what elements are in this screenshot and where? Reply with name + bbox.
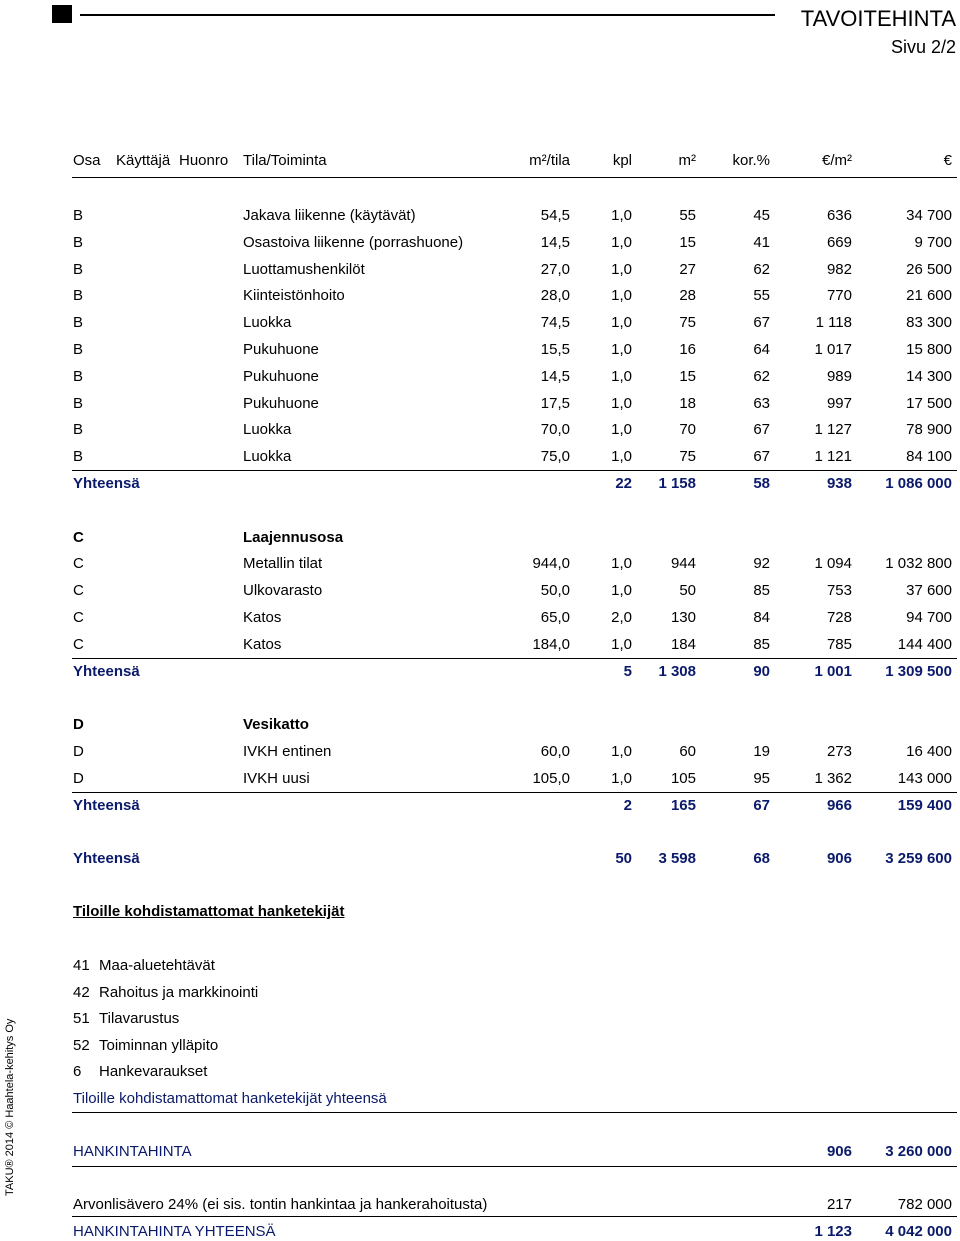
table-cell: 85 <box>753 582 770 599</box>
table-cell: 15,5 <box>540 341 570 358</box>
col-kor: kor.% <box>732 152 770 169</box>
table-cell: 1 121 <box>814 448 852 465</box>
table-cell: 50,0 <box>540 582 570 599</box>
hankintahinta-per-m2: 906 <box>826 1143 852 1160</box>
group-total-cell: 966 <box>826 797 852 814</box>
group-total-cell: 159 400 <box>897 797 952 814</box>
hankintahinta-rule <box>72 1166 957 1167</box>
group-heading-title: Vesikatto <box>243 716 309 733</box>
table-cell: 669 <box>826 234 852 251</box>
table-cell: B <box>73 261 84 278</box>
group-total-cell: 1 309 500 <box>885 663 952 680</box>
table-cell: 60 <box>679 743 696 760</box>
unallocated-title: Tiloille kohdistamattomat hanketekijät <box>73 903 345 920</box>
table-cell: 45 <box>753 207 770 224</box>
group-heading-code: C <box>73 529 84 546</box>
table-cell: 989 <box>826 368 852 385</box>
table-cell: 728 <box>826 609 852 626</box>
unallocated-rule <box>72 1112 957 1113</box>
table-cell: 83 300 <box>906 314 952 331</box>
unallocated-item-code: 52 <box>73 1037 90 1054</box>
table-cell: Metallin tilat <box>243 555 323 572</box>
table-cell: D <box>73 743 84 760</box>
table-cell: 14,5 <box>540 234 570 251</box>
table-cell: 1 032 800 <box>885 555 952 572</box>
table-cell: Pukuhuone <box>243 341 319 358</box>
table-cell: 50 <box>679 582 696 599</box>
table-cell: 753 <box>826 582 852 599</box>
group-total-cell: Yhteensä <box>73 663 140 680</box>
table-cell: Ulkovarasto <box>243 582 323 599</box>
table-cell: 1 118 <box>815 314 852 331</box>
table-cell: B <box>73 234 84 251</box>
group-total-cell: 938 <box>826 475 852 492</box>
grand-total-cell: 50 <box>615 850 632 867</box>
unallocated-item-label: Hankevaraukset <box>99 1063 208 1080</box>
col-eur: € <box>943 152 952 169</box>
copyright-side-text: TAKU® 2014 © Haahtela-kehitys Oy <box>4 1018 16 1196</box>
table-cell: 26 500 <box>906 261 952 278</box>
table-cell: 944 <box>670 555 696 572</box>
group-total-cell: 1 086 000 <box>885 475 952 492</box>
table-cell: 41 <box>753 234 770 251</box>
table-cell: 130 <box>670 609 696 626</box>
table-cell: 67 <box>753 448 770 465</box>
group-total-cell: Yhteensä <box>73 797 140 814</box>
group-total-cell: 67 <box>753 797 770 814</box>
unallocated-total-label: Tiloille kohdistamattomat hanketekijät yhteensä <box>73 1090 387 1107</box>
group-heading-title: Laajennusosa <box>243 529 344 546</box>
col-kayttaja: Käyttäjä <box>116 152 171 169</box>
grand-total-cell: 906 <box>826 850 852 867</box>
table-cell: 55 <box>679 207 696 224</box>
group-total-cell: Yhteensä <box>73 475 140 492</box>
group-heading-code: D <box>73 716 84 733</box>
table-cell: 17,5 <box>540 395 570 412</box>
table-cell: D <box>73 770 84 787</box>
table-cell: Jakava liikenne (käytävät) <box>243 207 416 224</box>
grand-total-cell: 3 598 <box>658 850 696 867</box>
table-cell: 1,0 <box>611 341 632 358</box>
table-cell: Luokka <box>243 314 292 331</box>
table-cell: 74,5 <box>540 314 570 331</box>
table-cell: 184,0 <box>532 636 570 653</box>
table-cell: 2,0 <box>611 609 632 626</box>
table-cell: 1,0 <box>611 743 632 760</box>
table-cell: 78 900 <box>906 421 952 438</box>
table-cell: 14,5 <box>540 368 570 385</box>
table-cell: 94 700 <box>906 609 952 626</box>
table-cell: 63 <box>753 395 770 412</box>
table-cell: 1,0 <box>611 287 632 304</box>
unallocated-item-code: 41 <box>73 957 90 974</box>
table-cell: 34 700 <box>906 207 952 224</box>
group-total-cell: 1 308 <box>658 663 696 680</box>
table-cell: 62 <box>753 261 770 278</box>
table-cell: Katos <box>243 636 282 653</box>
table-cell: Luokka <box>243 421 292 438</box>
table-cell: 105 <box>670 770 696 787</box>
table-cell: 54,5 <box>540 207 570 224</box>
table-cell: 1,0 <box>611 207 632 224</box>
table-cell: 1 094 <box>814 555 852 572</box>
table-cell: 144 400 <box>897 636 952 653</box>
table-cell: 1,0 <box>611 234 632 251</box>
grand-total-cell: 68 <box>753 850 770 867</box>
table-cell: 37 600 <box>906 582 952 599</box>
grand-total-cell: Yhteensä <box>73 850 140 867</box>
unallocated-item-label: Toiminnan ylläpito <box>99 1037 219 1054</box>
table-cell: 184 <box>670 636 696 653</box>
group-total-cell: 2 <box>623 797 632 814</box>
table-cell: B <box>73 341 84 358</box>
table-cell: 273 <box>826 743 852 760</box>
table-cell: 60,0 <box>540 743 570 760</box>
table-cell: C <box>73 609 84 626</box>
table-cell: 19 <box>753 743 770 760</box>
table-cell: B <box>73 421 84 438</box>
group-total-cell: 5 <box>623 663 632 680</box>
table-cell: 636 <box>826 207 852 224</box>
table-cell: 65,0 <box>540 609 570 626</box>
group-total-cell: 58 <box>753 475 770 492</box>
table-cell: 1,0 <box>611 770 632 787</box>
table-cell: 1,0 <box>611 395 632 412</box>
table-cell: 67 <box>753 421 770 438</box>
table-cell: 75,0 <box>540 448 570 465</box>
table-cell: 75 <box>679 314 696 331</box>
table-cell: IVKH entinen <box>243 743 332 760</box>
table-cell: 15 <box>679 234 696 251</box>
vat-rule <box>72 1216 957 1217</box>
table-cell: B <box>73 448 84 465</box>
final-per-m2: 1 123 <box>814 1223 852 1240</box>
hankintahinta-label: HANKINTAHINTA <box>73 1143 192 1160</box>
unallocated-item-label: Rahoitus ja markkinointi <box>99 984 259 1001</box>
header-rule <box>80 14 775 16</box>
table-cell: 1 127 <box>814 421 852 438</box>
col-m2: m² <box>678 152 696 169</box>
group-total-cell: 1 158 <box>658 475 696 492</box>
table-cell: C <box>73 636 84 653</box>
table-cell: B <box>73 314 84 331</box>
final-total: 4 042 000 <box>885 1223 952 1240</box>
table-cell: Kiinteistönhoito <box>243 287 345 304</box>
table-cell: 1,0 <box>611 636 632 653</box>
table-cell: 105,0 <box>532 770 570 787</box>
unallocated-item-label: Tilavarustus <box>99 1010 180 1027</box>
table-cell: 770 <box>826 287 852 304</box>
table-cell: 95 <box>753 770 770 787</box>
table-cell: B <box>73 287 84 304</box>
table-cell: B <box>73 395 84 412</box>
group-total-cell: 165 <box>670 797 696 814</box>
table-cell: 67 <box>753 314 770 331</box>
table-cell: 84 100 <box>906 448 952 465</box>
table-cell: C <box>73 582 84 599</box>
table-cell: 84 <box>753 609 770 626</box>
table-cell: Pukuhuone <box>243 368 319 385</box>
table-cell: 28 <box>679 287 696 304</box>
col-m2-tila: m²/tila <box>529 152 570 169</box>
table-cell: 1,0 <box>611 368 632 385</box>
final-label: HANKINTAHINTA YHTEENSÄ <box>73 1223 276 1240</box>
col-tila: Tila/Toiminta <box>243 152 327 169</box>
table-cell: B <box>73 207 84 224</box>
table-cell: 15 800 <box>906 341 952 358</box>
table-cell: 70 <box>679 421 696 438</box>
table-cell: C <box>73 555 84 572</box>
table-cell: 997 <box>826 395 852 412</box>
table-cell: 85 <box>753 636 770 653</box>
group-total-cell: 1 001 <box>814 663 852 680</box>
header-rule-bottom <box>72 177 957 178</box>
vat-per-m2: 217 <box>826 1196 852 1213</box>
table-cell: 143 000 <box>897 770 952 787</box>
group-total-rule <box>72 470 957 471</box>
col-eur-m2: €/m² <box>822 152 852 169</box>
group-total-rule <box>72 792 957 793</box>
table-cell: Luottamushenkilöt <box>243 261 365 278</box>
vat-total: 782 000 <box>897 1196 952 1213</box>
table-cell: 1,0 <box>611 555 632 572</box>
col-osa: Osa <box>73 152 101 169</box>
table-cell: 64 <box>753 341 770 358</box>
hankintahinta-total: 3 260 000 <box>885 1143 952 1160</box>
table-cell: B <box>73 368 84 385</box>
table-cell: Luokka <box>243 448 292 465</box>
group-total-cell: 22 <box>615 475 632 492</box>
vat-label: Arvonlisävero 24% (ei sis. tontin hankintaa ja hankerahoitusta) <box>73 1196 488 1213</box>
table-cell: 92 <box>753 555 770 572</box>
col-kpl: kpl <box>612 152 632 169</box>
table-cell: 1 017 <box>814 341 852 358</box>
table-cell: 62 <box>753 368 770 385</box>
table-cell: 70,0 <box>540 421 570 438</box>
table-cell: 17 500 <box>906 395 952 412</box>
grand-total-cell: 3 259 600 <box>885 850 952 867</box>
table-cell: 9 700 <box>914 234 952 251</box>
group-total-rule <box>72 658 957 659</box>
header-square-mark <box>52 5 72 23</box>
table-cell: 55 <box>753 287 770 304</box>
table-cell: Katos <box>243 609 282 626</box>
table-cell: 18 <box>679 395 696 412</box>
table-cell: 16 400 <box>906 743 952 760</box>
table-cell: 27,0 <box>540 261 570 278</box>
table-cell: 785 <box>826 636 852 653</box>
unallocated-item-code: 6 <box>73 1063 82 1080</box>
table-cell: IVKH uusi <box>243 770 310 787</box>
table-cell: 75 <box>679 448 696 465</box>
table-cell: 28,0 <box>540 287 570 304</box>
table-cell: Osastoiva liikenne (porrashuone) <box>243 234 464 251</box>
table-cell: 1,0 <box>611 261 632 278</box>
table-cell: 21 600 <box>906 287 952 304</box>
document-title: TAVOITEHINTA <box>800 6 956 31</box>
unallocated-item-code: 51 <box>73 1010 90 1027</box>
table-cell: 1 362 <box>814 770 852 787</box>
table-cell: 1,0 <box>611 421 632 438</box>
table-cell: 982 <box>826 261 852 278</box>
table-cell: 1,0 <box>611 582 632 599</box>
table-cell: 16 <box>679 341 696 358</box>
table-cell: 14 300 <box>906 368 952 385</box>
table-cell: 944,0 <box>532 555 570 572</box>
table-cell: 15 <box>679 368 696 385</box>
col-huonro: Huonro <box>179 152 229 169</box>
table-cell: Pukuhuone <box>243 395 319 412</box>
unallocated-item-label: Maa-aluetehtävät <box>99 957 215 974</box>
group-total-cell: 90 <box>753 663 770 680</box>
table-cell: 1,0 <box>611 448 632 465</box>
table-cell: 1,0 <box>611 314 632 331</box>
page-number: Sivu 2/2 <box>890 37 956 57</box>
table-cell: 27 <box>679 261 696 278</box>
unallocated-item-code: 42 <box>73 984 90 1001</box>
